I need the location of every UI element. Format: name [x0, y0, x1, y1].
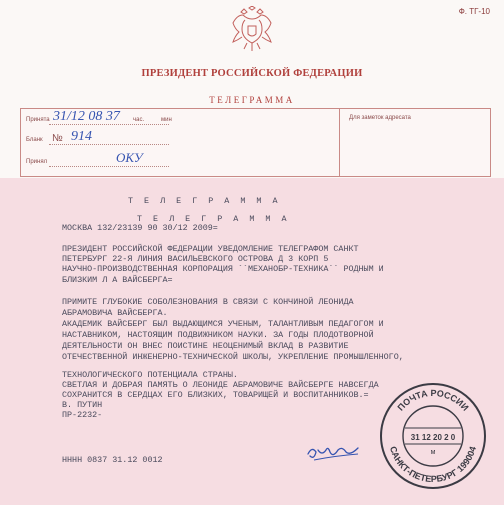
closing-line: ТЕХНОЛОГИЧЕСКОГО ПОТЕНЦИАЛА СТРАНЫ. [62, 370, 238, 380]
stamp-mark: м [430, 449, 436, 456]
closing-line: СОХРАНИТСЯ В СЕРДЦАХ ЕГО БЛИЗКИХ, ТОВАРИЩЕЙ И ВОСПИТАННИКОВ.= [62, 390, 369, 400]
closing-line: СВЕТЛАЯ И ДОБРАЯ ПАМЯТЬ О ЛЕОНИДЕ АБРАМОВИЧЕ ВАЙСБЕРГЕ НАВСЕГДА [62, 380, 379, 390]
handwritten-signature [304, 440, 362, 464]
form-code: Ф. ТГ-10 [458, 7, 490, 16]
blank-number: 914 [71, 129, 92, 144]
accepted-label: Принял [26, 159, 48, 165]
telegram-heading-1: Т Е Л Е Г Р А М М А [128, 196, 281, 206]
accepted-line [49, 166, 169, 167]
stamp-bottom-text: САНКТ-ПЕТЕРБУРГ 199004 [387, 445, 478, 485]
minutes-label: мин [161, 117, 172, 123]
notes-label: Для заметок адресата [349, 115, 411, 121]
authority-title: ПРЕЗИДЕНТ РОССИЙСКОЙ ФЕДЕРАЦИИ [141, 68, 363, 79]
received-value: 31/12 08 37 [53, 109, 120, 124]
double-headed-eagle-icon [229, 6, 275, 56]
reception-form [20, 108, 491, 177]
address-line: БЛИЗКИМ Л А ВАЙСБЕРГА= [62, 275, 173, 285]
stamp-top-text: ПОЧТА РОССИИ [395, 387, 471, 413]
received-label: Принята [26, 117, 50, 123]
body-line: ДЕЯТЕЛЬНОСТИ ОН ВНЕС ПОИСТИНЕ НЕОЦЕНИМЫЙ ВКЛАД В РАЗВИТИЕ [62, 341, 349, 351]
reference-code: ПР-2232- [62, 410, 103, 420]
stamp-date: 31 12 20 2 0 [410, 433, 456, 442]
form-divider [339, 109, 340, 176]
signatory-name: В. ПУТИН [62, 400, 103, 410]
post-office-stamp [376, 380, 490, 492]
address-line: ПРЕЗИДЕНТ РОССИЙСКОЙ ФЕДЕРАЦИИ УВЕДОМЛЕНИЕ ТЕЛЕГРАФОМ САНКТ [62, 244, 359, 254]
accepted-signature: ОКУ [116, 150, 143, 165]
blank-line [49, 144, 169, 145]
body-line: АКАДЕМИК ВАЙСБЕРГ БЫЛ ВЫДАЮЩИМСЯ УЧЕНЫМ, ТАЛАНТЛИВЫМ ПЕДАГОГОМ И [62, 319, 384, 329]
document-type-title: ТЕЛЕГРАММА [209, 95, 295, 105]
address-line: ПЕТЕРБУРГ 22-Я ЛИНИЯ ВАСИЛЬЕВСКОГО ОСТРОВА Д 3 КОРП 5 [62, 254, 329, 264]
telegram-heading-2: Т Е Л Е Г Р А М М А [137, 214, 290, 224]
blank-label: Бланк [26, 137, 43, 143]
address-line: НАУЧНО-ПРОИЗВОДСТВЕННАЯ КОРПОРАЦИЯ ``МЕХАНОБР-ТЕХНИКА`` РОДНЫМ И [62, 264, 384, 274]
body-line: НАСТАВНИКОМ, НАСТОЯЩИМ ПОДВИЖНИКОМ НАУКИ. ЗА ГОДЫ ПЛОДОТВОРНОЙ [62, 330, 374, 340]
blank-number-symbol: № [52, 133, 63, 144]
hours-label: час. [133, 117, 145, 123]
body-line: АБРАМОВИЧА ВАЙСБЕРГА. [62, 308, 168, 318]
route-line: МОСКВА 132/23139 90 30/12 2009= [62, 223, 218, 233]
transmission-footer: НННН 0837 31.12 0012 [62, 455, 163, 465]
body-line: ОТЕЧЕСТВЕННОЙ ИНЖЕНЕРНО-ТЕХНИЧЕСКОЙ ШКОЛЫ, УКРЕПЛЕНИЕ ПРОМЫШЛЕННОГО, [62, 352, 404, 362]
body-line: ПРИМИТЕ ГЛУБОКИЕ СОБОЛЕЗНОВАНИЯ В СВЯЗИ С КОНЧИНОЙ ЛЕОНИДА [62, 297, 354, 307]
